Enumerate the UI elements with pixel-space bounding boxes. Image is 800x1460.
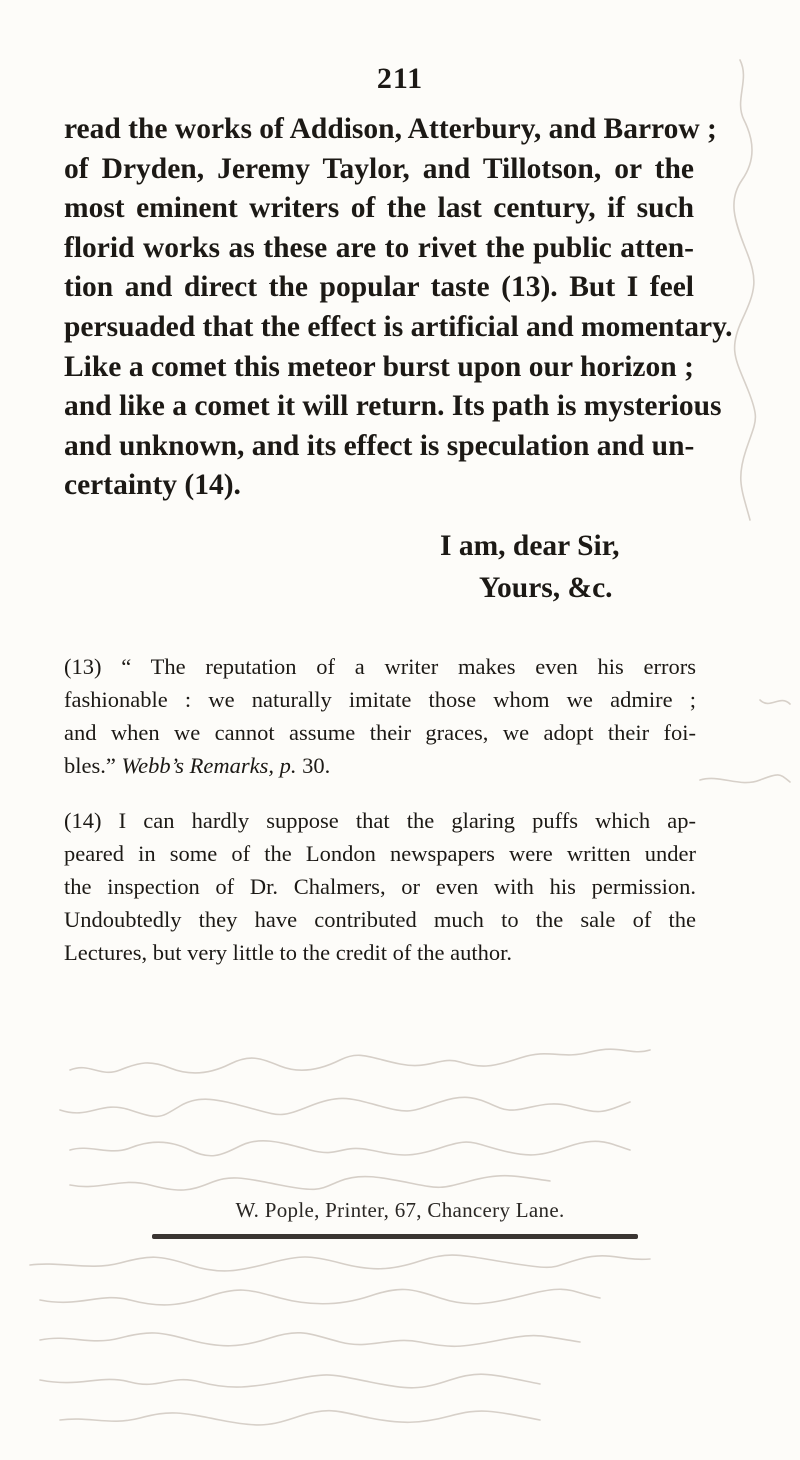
footnote-line: peared in some of the London newspapers were written under: [64, 841, 696, 866]
body-text: [64, 110, 733, 506]
footnote-line: Undoubtedly they have contributed much to the sale of the: [64, 907, 696, 932]
footnote-citation: Webb’s Remarks, p.: [121, 753, 297, 778]
footnote-line: (14) I can hardly suppose that the glaring puffs which ap-: [64, 808, 696, 833]
footnote-13: [64, 650, 696, 782]
footnote-line: fashionable : we naturally imitate those whom we admire ;: [64, 687, 696, 712]
footnote-line: Lectures, but very little to the credit of the author.: [64, 940, 512, 965]
body-line: most eminent writers of the last century, if such: [64, 192, 694, 225]
body-line: and unknown, and its effect is speculation and un-: [64, 429, 695, 462]
closing-signoff: Yours, &c.: [479, 572, 613, 604]
body-line: read the works of Addison, Atterbury, and Barrow ;: [64, 113, 717, 145]
printer-rule: [152, 1234, 638, 1239]
body-line: and like a comet it will return. Its path is mysterious: [64, 390, 722, 423]
body-line: persuaded that the effect is artificial and momentary.: [64, 310, 733, 343]
closing-salutation: I am, dear Sir,: [440, 530, 620, 562]
body-line: florid works as these are to rivet the public atten-: [64, 231, 694, 264]
body-line: of Dryden, Jeremy Taylor, and Tillotson, or the: [64, 152, 694, 185]
footnote-line: [64, 749, 696, 782]
footnote-line: and when we cannot assume their graces, we adopt their foi-: [64, 720, 696, 745]
footnotes: [64, 650, 696, 991]
page-number: 211: [376, 62, 424, 95]
body-line: certainty (14).: [64, 469, 241, 502]
printer-imprint: W. Pople, Printer, 67, Chancery Lane.: [235, 1198, 565, 1222]
footnote-text: bles.”: [64, 753, 116, 778]
body-line: Like a comet this meteor burst upon our horizon ;: [64, 350, 694, 383]
footnote-14: [64, 804, 696, 969]
footnote-line: (13) “ The reputation of a writer makes even his errors: [64, 654, 696, 679]
footnote-citation-page: 30.: [302, 753, 331, 778]
footnote-line: the inspection of Dr. Chalmers, or even with his permission.: [64, 874, 696, 899]
body-line: tion and direct the popular taste (13). But I feel: [64, 271, 694, 304]
